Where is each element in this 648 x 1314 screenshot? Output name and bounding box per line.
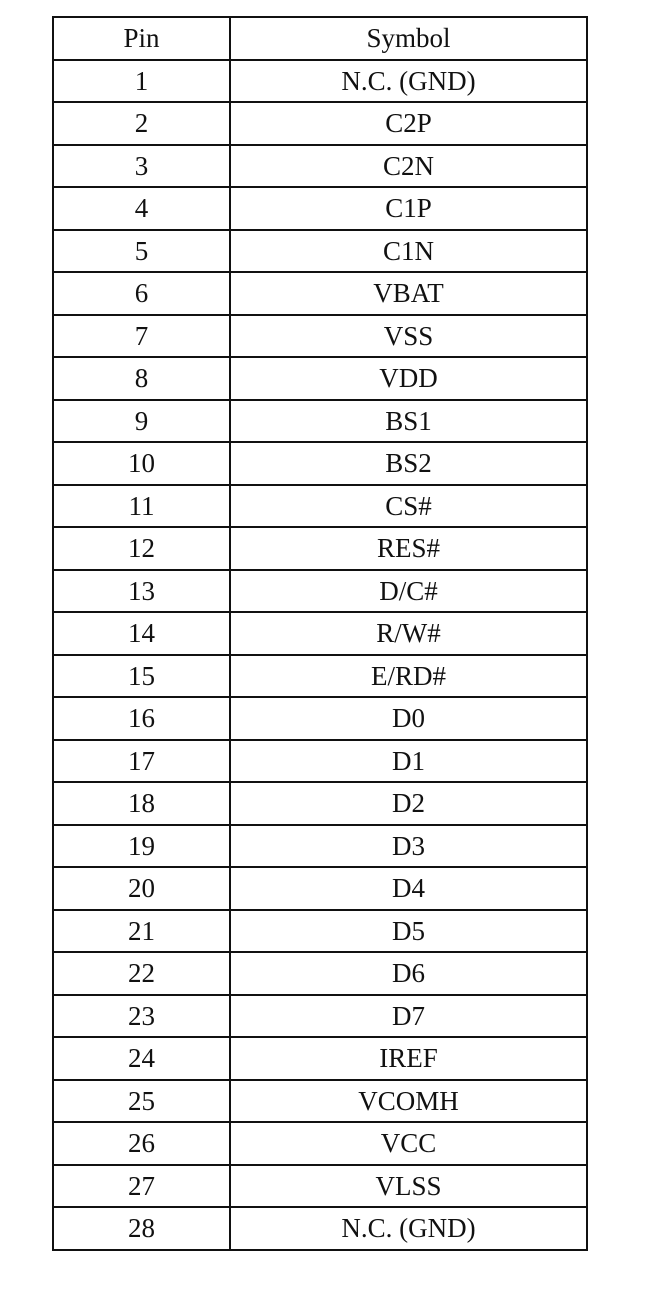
- symbol-cell: BS2: [230, 442, 587, 485]
- pin-number-cell: 26: [53, 1122, 230, 1165]
- symbol-cell: D1: [230, 740, 587, 783]
- pin-number-cell: 14: [53, 612, 230, 655]
- symbol-cell: E/RD#: [230, 655, 587, 698]
- pin-number-cell: 9: [53, 400, 230, 443]
- table-row: [53, 527, 587, 570]
- symbol-cell: D6: [230, 952, 587, 995]
- symbol-cell: VCOMH: [230, 1080, 587, 1123]
- pin-number-cell: 4: [53, 187, 230, 230]
- table-row: [53, 612, 587, 655]
- symbol-cell: CS#: [230, 485, 587, 528]
- symbol-cell: C1N: [230, 230, 587, 273]
- symbol-cell: BS1: [230, 400, 587, 443]
- pin-number-cell: 3: [53, 145, 230, 188]
- symbol-cell: D7: [230, 995, 587, 1038]
- pin-number-cell: 1: [53, 60, 230, 103]
- symbol-cell: D0: [230, 697, 587, 740]
- pin-number-cell: 17: [53, 740, 230, 783]
- pin-number-cell: 6: [53, 272, 230, 315]
- symbol-cell: IREF: [230, 1037, 587, 1080]
- symbol-cell: C1P: [230, 187, 587, 230]
- header-row: [53, 17, 587, 60]
- table-row: [53, 1122, 587, 1165]
- pin-number-cell: 7: [53, 315, 230, 358]
- symbol-cell: D2: [230, 782, 587, 825]
- table-row: [53, 60, 587, 103]
- symbol-cell: D3: [230, 825, 587, 868]
- pin-number-cell: 24: [53, 1037, 230, 1080]
- symbol-cell: N.C. (GND): [230, 60, 587, 103]
- pin-number-cell: 22: [53, 952, 230, 995]
- pin-number-cell: 18: [53, 782, 230, 825]
- table-row: [53, 1207, 587, 1250]
- pin-number-cell: 20: [53, 867, 230, 910]
- symbol-cell: C2P: [230, 102, 587, 145]
- pin-number-cell: 10: [53, 442, 230, 485]
- table-row: [53, 655, 587, 698]
- pin-number-cell: 8: [53, 357, 230, 400]
- pin-number-cell: 16: [53, 697, 230, 740]
- pin-table: [52, 16, 588, 1251]
- pin-number-cell: 2: [53, 102, 230, 145]
- symbol-column-header: Symbol: [230, 17, 587, 60]
- table-row: [53, 315, 587, 358]
- symbol-cell: VCC: [230, 1122, 587, 1165]
- table-row: [53, 1165, 587, 1208]
- pin-number-cell: 19: [53, 825, 230, 868]
- symbol-cell: VDD: [230, 357, 587, 400]
- symbol-cell: D/C#: [230, 570, 587, 613]
- pin-number-cell: 12: [53, 527, 230, 570]
- table-row: [53, 145, 587, 188]
- table-body: [53, 60, 587, 1250]
- table-row: [53, 230, 587, 273]
- symbol-cell: C2N: [230, 145, 587, 188]
- table-row: [53, 1037, 587, 1080]
- table-row: [53, 782, 587, 825]
- pin-number-cell: 27: [53, 1165, 230, 1208]
- pin-number-cell: 21: [53, 910, 230, 953]
- table-row: [53, 995, 587, 1038]
- symbol-cell: VSS: [230, 315, 587, 358]
- table-row: [53, 867, 587, 910]
- table-row: [53, 697, 587, 740]
- table-row: [53, 1080, 587, 1123]
- symbol-cell: D5: [230, 910, 587, 953]
- pin-number-cell: 25: [53, 1080, 230, 1123]
- pin-number-cell: 28: [53, 1207, 230, 1250]
- table-row: [53, 825, 587, 868]
- table-row: [53, 442, 587, 485]
- symbol-cell: RES#: [230, 527, 587, 570]
- pin-number-cell: 5: [53, 230, 230, 273]
- table-row: [53, 740, 587, 783]
- pin-number-cell: 11: [53, 485, 230, 528]
- table-row: [53, 102, 587, 145]
- table-row: [53, 187, 587, 230]
- symbol-cell: D4: [230, 867, 587, 910]
- symbol-cell: VLSS: [230, 1165, 587, 1208]
- pin-column-header: Pin: [53, 17, 230, 60]
- pin-number-cell: 15: [53, 655, 230, 698]
- table-row: [53, 570, 587, 613]
- table-row: [53, 910, 587, 953]
- symbol-cell: R/W#: [230, 612, 587, 655]
- table-row: [53, 400, 587, 443]
- table-row: [53, 485, 587, 528]
- pin-number-cell: 13: [53, 570, 230, 613]
- table-row: [53, 952, 587, 995]
- symbol-cell: N.C. (GND): [230, 1207, 587, 1250]
- pin-number-cell: 23: [53, 995, 230, 1038]
- table-row: [53, 272, 587, 315]
- table-row: [53, 357, 587, 400]
- symbol-cell: VBAT: [230, 272, 587, 315]
